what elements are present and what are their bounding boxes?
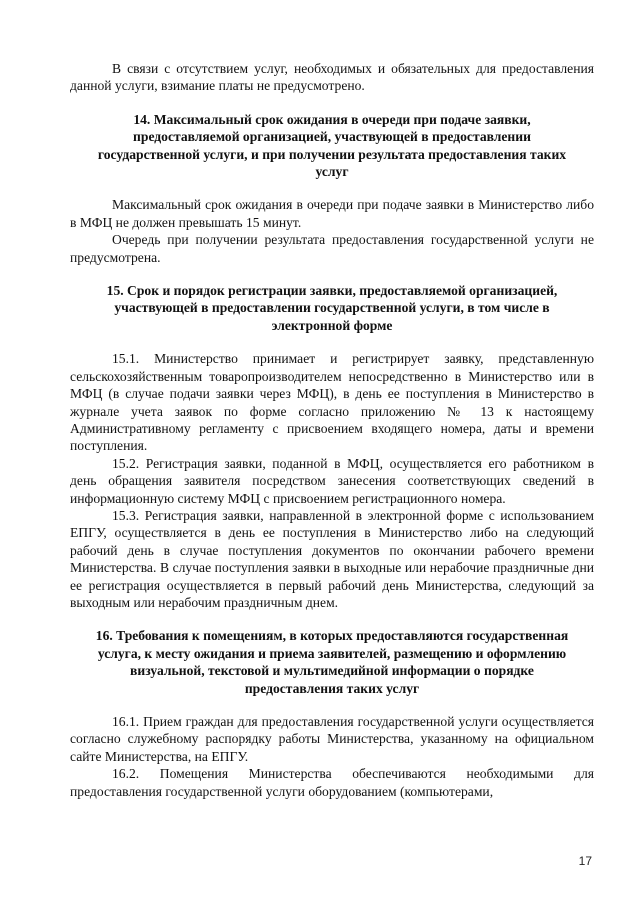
section-15-2-paragraph: 15.2. Регистрация заявки, поданной в МФЦ, осуществляется его работником в день обращения заявителя посредством занесения соответствующих сведений в информационную систему МФЦ с присвоением регистрационного номера.	[70, 455, 594, 506]
section-14-heading: 14. Максимальный срок ожидания в очереди при подаче заявки, предоставляемой организацией, участвующей в предоставлении государственной услуги, и при получении результата предоставления таких услуг	[97, 111, 567, 180]
section-16-2-paragraph: 16.2. Помещения Министерства обеспечиваются необходимыми для предоставления государственной услуги оборудованием (компьютерами,	[70, 766, 594, 799]
section-14-paragraph: Очередь при получении результата предоставления государственной услуги не предусмотрена.	[70, 232, 594, 265]
section-15-3-paragraph: 15.3. Регистрация заявки, направленной в электронной форме с использованием ЕПГУ, осуществляется в день ее поступления в Министерство либо на следующий рабочий день в случае поступления документов по окончании рабочего времени Министерства. В случае поступления заявки в выходные или нерабочие праздничные дни ее регистрация осуществляется в первый рабочий день Министерства, следующий за выходным или нерабочим праздничным днем.	[70, 507, 594, 610]
section-15-heading: 15. Срок и порядок регистрации заявки, предоставляемой организацией, участвующей в предоставлении государственной услуги, в том числе в электронной форме	[106, 283, 558, 333]
section-15-1-paragraph: 15.1. Министерство принимает и регистрирует заявку, представленную сельскохозяйственным товаропроизводителем непосредственно в Министерство или в МФЦ (в случае подачи заявки через МФЦ), в день ее поступления в Министерство в журнале учета заявок по форме согласно приложению № 13 к настоящему Административному регламенту с присвоением входящего номера, даты и времени поступления.	[70, 351, 594, 454]
intro-paragraph: В связи с отсутствием услуг, необходимых и обязательных для предоставления данной услуги, взимание платы не предусмотрено.	[70, 61, 594, 94]
section-16-1-paragraph: 16.1. Прием граждан для предоставления государственной услуги осуществляется согласно служебному распорядку работы Министерства, указанному на официальном сайте Министерства, на ЕПГУ.	[70, 714, 594, 764]
section-14-paragraph: Максимальный срок ожидания в очереди при подаче заявки в Министерство либо в МФЦ не должен превышать 15 минут.	[70, 197, 594, 230]
page-number: 17	[578, 854, 592, 868]
section-16-heading: 16. Требования к помещениям, в которых предоставляются государственная услуга, к месту ожидания и приема заявителей, размещению и оформлению визуальной, текстовой и мультимедийной информации о порядке предоставления таких услуг	[95, 628, 569, 696]
document-page	[70, 60, 594, 800]
